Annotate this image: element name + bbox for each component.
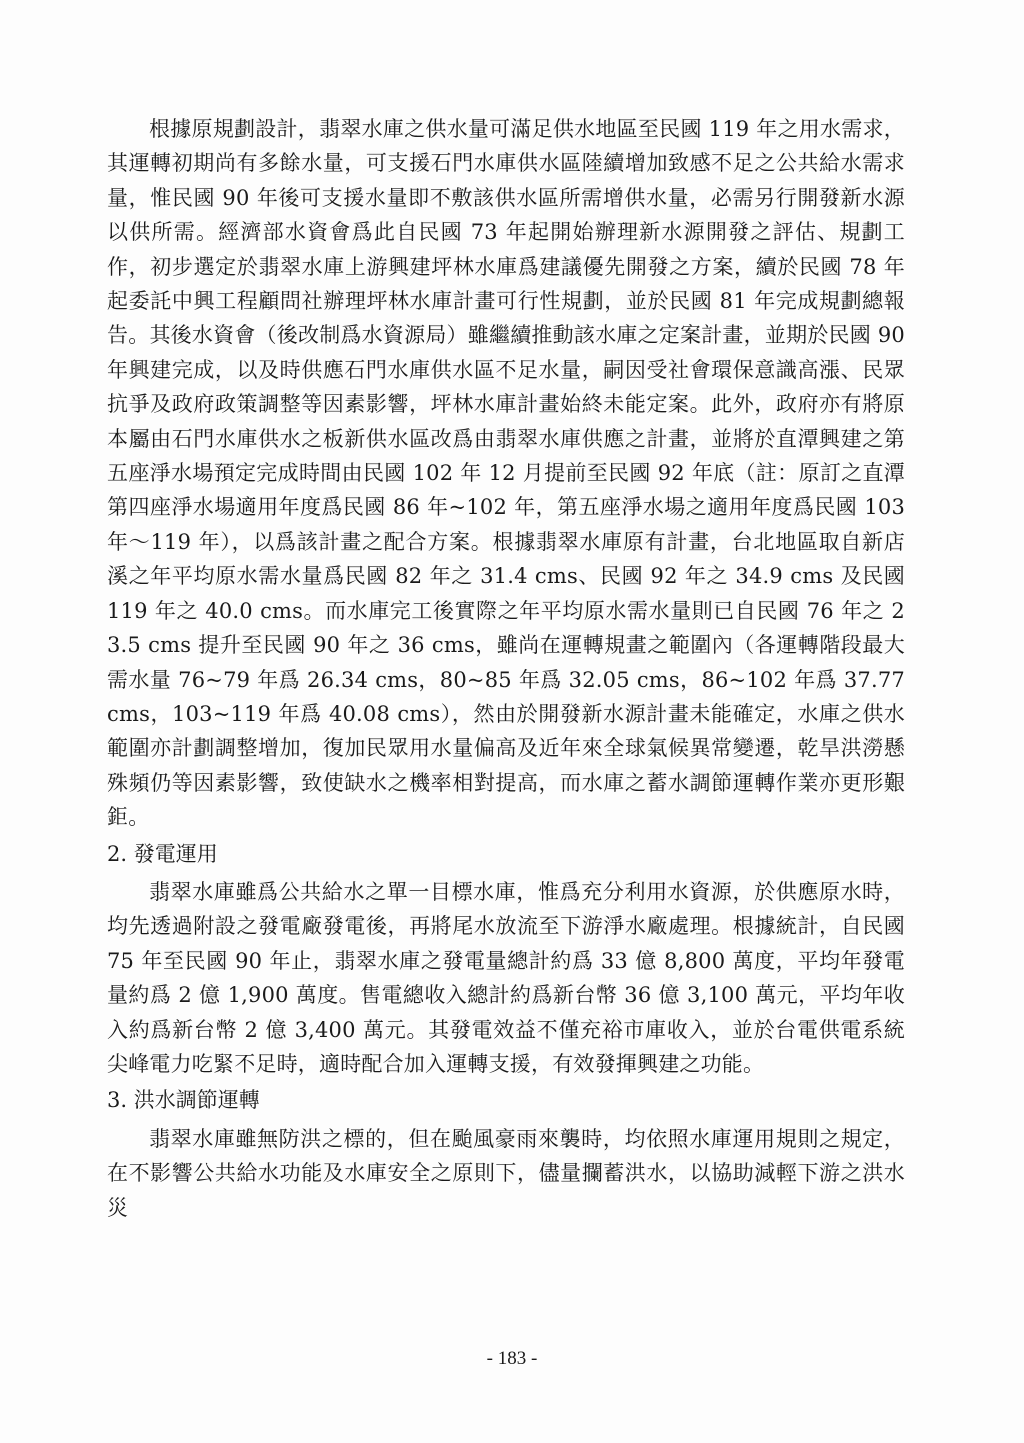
paragraph-power-generation: 翡翠水庫雖爲公共給水之單一目標水庫，惟爲充分利用水資源，於供應原水時，均先透過附設之發電廠發電後，再將尾水放流至下游淨水廠處理。根據統計，自民國 75 年至民國 90 年止，翡翠水庫之發電量總計約爲 33 億 8,800 萬度，平均年發電量約爲 2 億 1,900 萬度。售電總收入總計約爲新台幣 36 億 3,100 萬元，平均年收入約爲新台幣 2 億 3,400 萬元。其發電效益不僅充裕市庫收入，並於台電供電系統尖峰電力吃緊不足時，適時配合加入運轉支援，有效發揮興建之功能。 xyxy=(107,879,905,1076)
paragraph-water-supply: 根據原規劃設計，翡翠水庫之供水量可滿足供水地區至民國 119 年之用水需求，其運轉初期尚有多餘水量，可支援石門水庫供水區陸續增加致感不足之公共給水需求量，惟民國 90 年後可支援水量即不敷該供水區所需增供水量，必需另行開發新水源以供所需。經濟部水資會爲此自民國 73 年起開始辦理新水源開發之評估、規劃工作，初步選定於翡翠水庫上游興建坪林水庫爲建議優先開發之方案，續於民國 78 年起委託中興工程顧問社辦理坪林水庫計畫可行性規劃，並於民國 81 年完成規劃總報告。其後水資會（後改制爲水資源局）雖繼續推動該水庫之定案計畫，並期於民國 90 年興建完成，以及時供應石門水庫供水區不足水量，嗣因受社會環保意識高漲、民眾抗爭及政府政策調整等因素影響，坪林水庫計畫始終未能定案。此外，政府亦有將原本屬由石門水庫供水之板新供水區改爲由翡翠水庫供應之計畫，並將於直潭興建之第五座淨水場預定完成時間由民國 102 年 12 月提前至民國 92 年底（註：原訂之直潭第四座淨水場適用年度爲民國 86 年~102 年，第五座淨水場之適用年度爲民國 103 年～119 年），以爲該計畫之配合方案。根據翡翠水庫原有計畫，台北地區取自新店溪之年平均原水需水量爲民國 82 年之 31.4 cms、民國 92 年之 34.9 cms 及民國 119 年之 40.0 cms。而水庫完工後實際之年平均原水需水量則已自民國 76 年之 23.5 cms 提升至民國 90 年之 36 cms，雖尚在運轉規畫之範圍內（各運轉階段最大需水量 76~79 年爲 26.34 cms，80~85 年爲 32.05 cms，86~102 年爲 37.77 cms，103~119 年爲 40.08 cms），然由於開發新水源計畫未能確定，水庫之供水範圍亦計劃調整增加，復加民眾用水量偏高及近年來全球氣候異常變遷，乾旱洪澇懸殊頻仍等因素影響，致使缺水之機率相對提高，而水庫之蓄水調節運轉作業亦更形艱鉅。 xyxy=(107,117,905,830)
section-heading-flood-regulation: 3. 洪水調節運轉 xyxy=(107,1088,260,1113)
document-body xyxy=(107,112,905,1225)
page-number: - 183 - xyxy=(486,1348,538,1369)
section-heading-power-generation: 2. 發電運用 xyxy=(107,841,218,866)
paragraph-flood-regulation: 翡翠水庫雖無防洪之標的，但在颱風豪雨來襲時，均依照水庫運用規則之規定，在不影響公共給水功能及水庫安全之原則下，儘量攔蓄洪水，以協助減輕下游之洪水災 xyxy=(107,1126,905,1220)
